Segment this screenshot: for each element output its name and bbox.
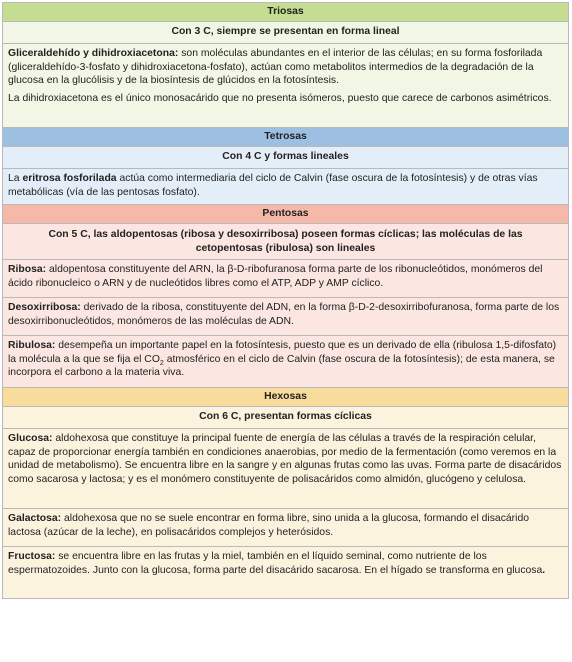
tetrosas-text-pre: La <box>8 173 23 184</box>
tetrosas-title-row <box>3 128 569 147</box>
tetrosas-body <box>3 169 569 205</box>
tetrosas-title: Tetrosas <box>3 128 569 147</box>
tetrosas-subtitle: Con 4 C y formas lineales <box>3 147 569 169</box>
ribosa-term: Ribosa: <box>8 264 47 275</box>
fructosa-term: Fructosa: <box>8 551 56 562</box>
pentosas-title: Pentosas <box>3 205 569 224</box>
tetrosas-body-row <box>3 169 569 205</box>
galactosa-paragraph <box>8 512 563 539</box>
tetrosas-text: actúa como intermediaria del ciclo de Calvin (fase oscura de la fotosíntesis) y de otras vías metabólicas (vía de las pentosas fosfato). <box>8 173 538 198</box>
ribulosa-term: Ribulosa: <box>8 340 56 351</box>
hexosas-glucosa-row <box>3 429 569 509</box>
monosaccharide-table <box>2 2 569 599</box>
pentosas-desoxirribosa-cell <box>3 298 569 336</box>
fructosa-text: se encuentra libre en las frutas y la miel, también en el líquido seminal, como nutriente de los espermatozoides. Junto con la glucosa, forma parte del disacárido sacarosa. En el hígado se transforma en glucosa <box>8 551 543 576</box>
tetrosas-term: eritrosa fosforilada <box>22 173 117 184</box>
ribosa-paragraph <box>8 263 563 290</box>
glucosa-text: aldohexosa que constituye la principal fuente de energía de las células a través de la respiración celular, capaz de proporcionar energía también en condiciones anaerobias, por medio de la fermentación (como veremos en la unidad de metabolismo). Se encuentra libre en la sangre y en algunas frutas como las uvas. Forma parte de disacáridos como sacarosa y lactosa; y es el monómero constituyente de polisacáridos como almidón, glucógeno y celulosa. <box>8 433 562 485</box>
triosas-body-row <box>3 44 569 128</box>
triosas-text-1: son moléculas abundantes en el interior de las células; en su forma fosforilada (gliceraldehído-3-fosfato y dihidroxiacetona-fosfato), actúan como metabolitos intermedios de la degradación de la glucosa en la glucólisis y de la biosíntesis de glúcidos en la fotosíntesis. <box>8 48 543 87</box>
triosas-subtitle: Con 3 C, siempre se presentan en forma lineal <box>3 22 569 44</box>
triosas-body <box>3 44 569 128</box>
galactosa-text: aldohexosa que no se suele encontrar en forma libre, sino unida a la glucosa, formando el disacárido lactosa (azúcar de la leche), en polisacáridos complejos y heterósidos. <box>8 513 530 538</box>
pentosas-ribulosa-cell <box>3 336 569 388</box>
hexosas-galactosa-cell <box>3 509 569 547</box>
ribulosa-text-b: atmosférico en el ciclo de Calvin (fase oscura de la fotosíntesis); de esta manera, se incorpora el carbono a la materia viva. <box>8 353 555 379</box>
desoxirribosa-text: derivado de la ribosa, constituyente del ADN, en la forma β-D-2-desoxirribofuranosa, forma parte de los desoxirribonucleótidos, monómeros de las moléculas de ADN. <box>8 302 560 327</box>
pentosas-subtitle-row <box>3 224 569 260</box>
glucosa-paragraph <box>8 432 563 486</box>
triosas-title-row <box>3 3 569 22</box>
fructosa-end: . <box>542 564 546 576</box>
hexosas-subtitle: Con 6 C, presentan formas cíclicas <box>3 407 569 429</box>
pentosas-ribosa-row <box>3 260 569 298</box>
desoxirribosa-paragraph <box>8 301 563 328</box>
triosas-term: Gliceraldehído y dihidroxiacetona: <box>8 48 179 59</box>
triosas-paragraph-1 <box>8 47 563 88</box>
hexosas-fructosa-row <box>3 547 569 599</box>
pentosas-desoxirribosa-row <box>3 298 569 336</box>
pentosas-subtitle: Con 5 C, las aldopentosas (ribosa y desoxirribosa) poseen formas cíclicas; las moléculas de las cetopentosas (ribulosa) son lineales <box>3 224 569 260</box>
triosas-paragraph-2: La dihidroxiacetona es el único monosacárido que no presenta isómeros, puesto que carece de carbonos asimétricos. <box>8 92 552 104</box>
hexosas-glucosa-cell <box>3 429 569 509</box>
tetrosas-paragraph <box>8 172 563 199</box>
triosas-subtitle-row <box>3 22 569 44</box>
hexosas-subtitle-row <box>3 407 569 429</box>
pentosas-title-row <box>3 205 569 224</box>
ribulosa-paragraph <box>8 339 563 380</box>
triosas-title: Triosas <box>3 3 569 22</box>
monosaccharide-table-container <box>2 2 569 599</box>
glucosa-term: Glucosa: <box>8 433 53 444</box>
pentosas-ribosa-cell <box>3 260 569 298</box>
co2-subscript: 2 <box>159 359 164 367</box>
ribosa-text: aldopentosa constituyente del ARN, la β-D-ribofuranosa forma parte de los ribonucleótidos, monómeros del ácido ribonucleico o ARN y de nucleótidos libres como el ATP, ADP y AMP cíclico. <box>8 264 543 289</box>
desoxirribosa-term: Desoxirribosa: <box>8 302 81 313</box>
hexosas-title-row <box>3 388 569 407</box>
hexosas-title: Hexosas <box>3 388 569 407</box>
pentosas-ribulosa-row <box>3 336 569 388</box>
ribulosa-text-a: desempeña un importante papel en la fotosíntesis, puesto que es un derivado de ella (ribulosa 1,5-difosfato) la molécula a la que se fija el CO <box>8 340 557 365</box>
galactosa-term: Galactosa: <box>8 513 62 524</box>
tetrosas-subtitle-row <box>3 147 569 169</box>
hexosas-fructosa-cell <box>3 547 569 599</box>
fructosa-paragraph <box>8 550 563 577</box>
hexosas-galactosa-row <box>3 509 569 547</box>
